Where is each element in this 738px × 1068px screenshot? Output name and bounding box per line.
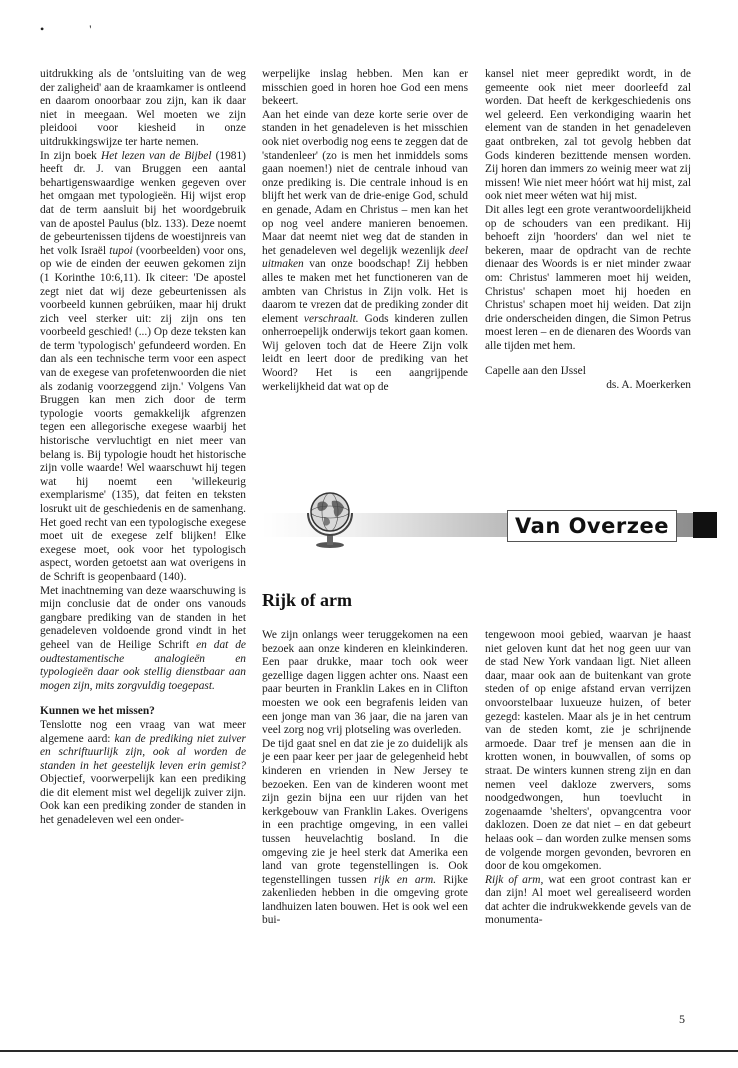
column-1 — [40, 68, 246, 828]
text-run: De tijd gaat snel en dat zie je zo duidelijk als je een paar keer per jaar de gelegenheid hebt kinderen en vrienden in New Jersey te bezoeken. Een van de kinderen woont met zijn gezin bijna een uur rijden van het kerkgebouw van Franklin Lakes. Overigens in een prachtige omgeving, in een vallei tussen heuvelachtig bosland. In die omgeving zie je heel sterk dat Amerika een land van grote tegenstellingen is. Ook tegenstellingen tussen — [262, 737, 468, 886]
paragraph — [40, 705, 246, 719]
banner-black-square — [693, 512, 717, 538]
column-4 — [262, 629, 468, 928]
column-2 — [262, 68, 468, 394]
paragraph — [262, 738, 468, 928]
text-run: tengewoon mooi gebied, waarvan je haast niet geloven kunt dat het nog geen uur van de stad New York vandaan ligt. Niet alleen daar, maar ook aan de buitenkant van grote steden of op enige afstand ervan verrijzen onvoorstelbaar luxueuze huizen, of beter gezegd: kastelen. Maar als je in het centrum van de steden komt, zie je schrijnende armoede. Daar tref je mensen aan die in krotten wonen, in bouwvallen, of soms op straat. De winters kunnen streng zijn en dan nemen veel dakloze zwervers, soms noodgedwongen, hun toevlucht in zogenaamde 'shelters', opvangcentra voor daklozen. Doen ze dat niet – en dat gebeurt helaas ook – dan worden zulke mensen soms de volgende morgen gevonden, bevroren en door de kou omgekomen. — [485, 629, 691, 873]
bullet-mark: • — [40, 22, 45, 36]
text-run: Capelle aan den IJssel — [485, 365, 586, 378]
paragraph — [262, 109, 468, 394]
text-run: Gods kinderen zullen onherroepelijk onderwijs tekort gaan komen. Wij geloven toch dat de Heere Zijn volk leidt en leert door de prediking van het Woord? Het is een aangrijpende werkelijkheid dat wat op de — [262, 312, 468, 393]
text-run: (voorbeelden) voor ons, op wie de einden der eeuwen gekomen zijn (1 Korinthe 10:6,11). Ik citeer: 'De apostel zegt niet dat wij deze gebeurtenissen als voorbeeld kunnen gebrúiken, maar hij drukt zich veel sterker uit: zij zijn ons ten voorbeeld geschied! (...) Op deze teksten kan de term 'typologisch' gefundeerd worden. En dan als een technische term voor een aspect van de exegese van profetenwoorden die niet als zodanig voorzeggend zijn.' Volgens Van Bruggen kan men zich door de term typologie voorts gemakkelijk afgrenzen tegen een allegorische exegese waarbij het historische vervluchtigt en niet meer van belang is. Bij typologie houdt het historische zijn volle waarde! Wel waarschuwt hij tegen wat hij noemt een 'willekeurig exemplarisme' (135), dat feiten en teksten losrukt uit de geschiedenis en de samenhang. Het goed recht van een typologische exegese moet uit de exegese zelf blijken! Elke exegese moet, ook voor het typologisch aspect, worden getoetst aan wat overigens in de Schrift is geopenbaard (140). — [40, 244, 246, 583]
text-run: kansel niet meer gepredikt wordt, in de gemeente ook niet meer doorleefd zal worden. Dat heeft de kerkgeschiedenis ons wel geleerd. Een verkondiging waarin het element van de standen in het genadeleven gaat ontbreken, zal tot gevolg hebben dat Gods kinderen bezittende mensen worden. Zij horen dan immers zo weinig meer wat zij missen! Wie niet meer hóórt wat hij mist, zal ook niet meer wéten wat hij mist. — [485, 68, 691, 203]
page-number: 5 — [679, 1012, 685, 1026]
italic-text: Rijk of arm, — [485, 873, 544, 886]
paragraph — [40, 585, 246, 694]
paragraph — [485, 204, 691, 354]
page-bottom-rule — [0, 1050, 738, 1052]
text-run: Rijke zakenlieden hebben in die omgeving grote landhuizen laten bouwen. Het is ook wel een bui- — [262, 873, 468, 927]
text-run: Kunnen we het missen? — [40, 705, 155, 718]
text-run: Objectief, voorwerpelijk kan een prediking die dit element mist wel degelijk zuiver zijn. Ook kan een prediking zonder de standen in het genadeleven wel een onder- — [40, 773, 246, 827]
text-run: wat een groot contrast kan er dan zijn! Al moet wel gerealiseerd worden dat achter die indrukwekkende gevels van de monumenta- — [485, 873, 691, 927]
paragraph — [485, 68, 691, 204]
italic-text: en dat de oudtestamentische analogieën en typologieën daar ook stellig dienstbaar aan mogen zijn, mits zorgvuldig toegepast. — [40, 638, 246, 692]
italic-text: tupoi — [109, 244, 133, 257]
paragraph — [262, 68, 468, 109]
paragraph — [40, 68, 246, 150]
paragraph — [40, 150, 246, 585]
italic-text: rijk en arm. — [373, 873, 437, 886]
paragraph — [40, 719, 246, 828]
text-run: Tenslotte nog een vraag van wat meer algemene aard: — [40, 718, 246, 745]
text-run: We zijn onlangs weer teruggekomen na een bezoek aan onze kinderen en kleinkinderen. Een paar drukke, maar toch ook weer gezellige dagen liggen achter ons. Naast een paar beurten in Franklin Lakes en in Clifton moesten we ook een begrafenis leiden van een jonge man van 36 jaar, die na jaren van veel zorg nog vrij plotseling was overleden. — [262, 629, 468, 737]
tick-mark: ' — [89, 22, 92, 36]
paragraph — [485, 874, 691, 928]
text-run: In zijn boek — [40, 149, 101, 162]
column-5 — [485, 629, 691, 928]
top-printer-marks — [40, 22, 133, 37]
paragraph — [485, 629, 691, 874]
text-run: Met inachtneming van deze waarschuwing is mijn conclusie dat de onder ons vanouds gangbare prediking van de standen in het genadeleven voldoende grond vindt in het geheel van de Heilige Schrift — [40, 584, 246, 651]
italic-text: kan de prediking niet zuiver en schriftuurlijk zijn, ook al worden de standen in het geestelijk leven erin gemist? — [40, 732, 246, 772]
text-run: (1981) heeft dr. J. van Bruggen een aantal behartigenswaardige wenken gegeven over het omgaan met typologieën. Hij wijst erop dat de term aansluit bij het woordgebruik van de apostel Paulus (blz. 133). Deze noemt de gebeurtenissen tijdens de woestijnreis van het volk Israël — [40, 149, 246, 257]
article-title: Rijk of arm — [262, 590, 352, 610]
section-banner — [262, 487, 717, 545]
italic-text: deel uitmaken — [262, 244, 468, 271]
text-run: werpelijke inslag hebben. Men kan er misschien goed in horen hoe God een mens bekeert. — [262, 68, 468, 108]
text-run: uitdrukking als de 'ontsluiting van de weg der zaligheid' aan de kraamkamer is ontleend en daarom onoorbaar zou zijn, kan ik daar niet in meegaan. Wel moeten we zijn pleidooi voor kiesheid in onze uitdrukkingswijze ter harte nemen. — [40, 68, 246, 148]
paragraph — [485, 365, 691, 379]
paragraph — [262, 629, 468, 738]
italic-text: verschraalt. — [303, 312, 359, 325]
paragraph — [485, 379, 691, 393]
globe-icon — [300, 487, 360, 549]
text-run: ds. A. Moerkerken — [606, 379, 691, 392]
banner-title: Van Overzee — [507, 510, 677, 542]
italic-text: Het lezen van de Bijbel — [100, 149, 212, 162]
text-run: van onze boodschap! Zij hebben alles te maken met het functioneren van de ambten van Christus in Zijn volk. Het is daarom te vrezen dat de prediking zonder dit element — [262, 258, 468, 325]
column-3 — [485, 68, 691, 393]
text-run: Dit alles legt een grote verantwoordelijkheid op de schouders van een predikant. Hij behoeft zijn 'hoorders' dan wel niet te bekeren, maar de opdracht van de rechte dienaar des Woords is er niet minder zwaar om: Christus' lammeren moet hij weiden, Christus' schapen moet hij hoeden en Christus' schapen moet hij weiden. Dat zijn drie onderscheiden dingen, die Simon Petrus moest leren – en de dienaren des Woords van alle tijden met hem. — [485, 203, 691, 352]
text-run: Aan het einde van deze korte serie over de standen in het genadeleven is het misschien ook niet overbodig nog eens te zeggen dat de 'standenleer' (zo is men het inmiddels soms gaan noemen!) niet de centrale inhoud van onze prediking is. Die centrale inhoud is en blijft het werk van de drie-enige God, schuld en genade, Adam en Christus – men kan het op nog veel andere manieren benoemen. Maar dat neemt niet weg dat de standen in het genadeleven wel degelijk wezenlijk — [262, 108, 468, 257]
